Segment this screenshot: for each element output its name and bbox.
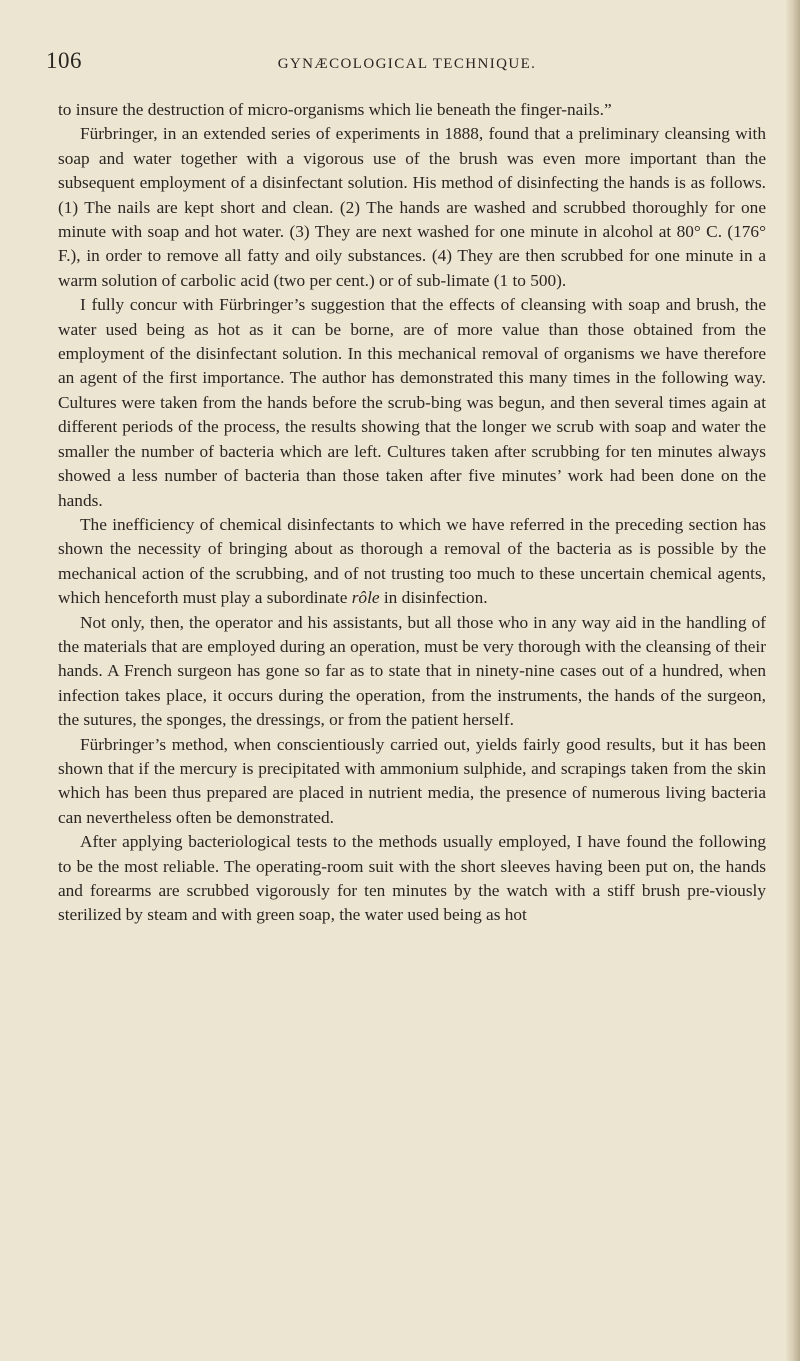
- paragraph-chemical-inefficiency: The inefficiency of chemical disinfectants to which we have referred in the preceding section has shown the necessity of bringing about as thorough a removal of the bacteria as is possible by the mechanical action of the scrubbing, and of not trusting too much to these uncertain chemical agents, which henceforth must play a subordinate rôle in disinfection.: [58, 514, 766, 608]
- body-text: [58, 98, 766, 928]
- page-number: 106: [46, 48, 82, 73]
- paragraph-reliable-method: After applying bacteriological tests to the methods usually employed, I have found the following to be the most reliable. The operating-room suit with the short sleeves having been put on, the hands and forearms are scrubbed vigorously for ten minutes by the watch with a stiff brush pre-viously sterilized by steam and with green soap, the water used being as hot: [58, 832, 766, 925]
- paragraph-author-concurrence: I fully concur with Fürbringer’s suggestion that the effects of cleansing with soap and brush, the water used being as hot as it can be borne, are of more value than those obtained from the employment of the disinfectant solution. In this mechanical removal of organisms we have therefore an agent of the first importance. The author has demonstrated this many times in the following way. Cultures were taken from the hands before the scrub-bing was begun, and then several times again at different periods of the process, the results showing that the longer we scrub with soap and water the smaller the number of bacteria which are left. Cultures taken after scrubbing for ten minutes always showed a less number of bacteria than those taken after five minutes’ work had been done on the hands.: [58, 295, 766, 510]
- paragraph-operator-assistants: Not only, then, the operator and his assistants, but all those who in any way aid in the handling of the materials that are employed during an operation, must be very thorough with the cleansing of their hands. A French surgeon has gone so far as to state that in ninety-nine cases out of a hundred, when infection takes place, it occurs during the operation, from the instruments, the hands of the surgeon, the sutures, the sponges, the dressings, or from the patient herself.: [58, 612, 766, 730]
- paragraph-continuation: to insure the destruction of micro-organisms which lie beneath the finger-nails.”: [58, 100, 612, 119]
- page-edge-shadow: [786, 0, 800, 1361]
- paragraph-method-results: Fürbringer’s method, when conscientiously carried out, yields fairly good results, but it has been shown that if the mercury is precipitated with ammonium sulphide, and scrapings taken from the skin which has been thus prepared are placed in nutrient media, the presence of numerous living bacteria can nevertheless often be demonstrated.: [58, 734, 766, 827]
- paragraph-furbringer-experiments: Fürbringer, in an extended series of experiments in 1888, found that a preliminary cleansing with soap and water together with a vigorous use of the brush was even more important than the subsequent employment of a disinfectant solution. His method of disinfecting the hands is as follows. (1) The nails are kept short and clean. (2) The hands are washed and scrubbed thoroughly for one minute with soap and hot water. (3) They are next washed for one minute in alcohol at 80° C. (176° F.), in order to remove all fatty and oily substances. (4) They are then scrubbed for one minute in a warm solution of carbolic acid (two per cent.) or of sub-limate (1 to 500).: [58, 124, 766, 290]
- page-header: [46, 48, 768, 82]
- italic-role: rôle: [351, 588, 380, 608]
- running-title: GYNÆCOLOGICAL TECHNIQUE.: [277, 56, 537, 72]
